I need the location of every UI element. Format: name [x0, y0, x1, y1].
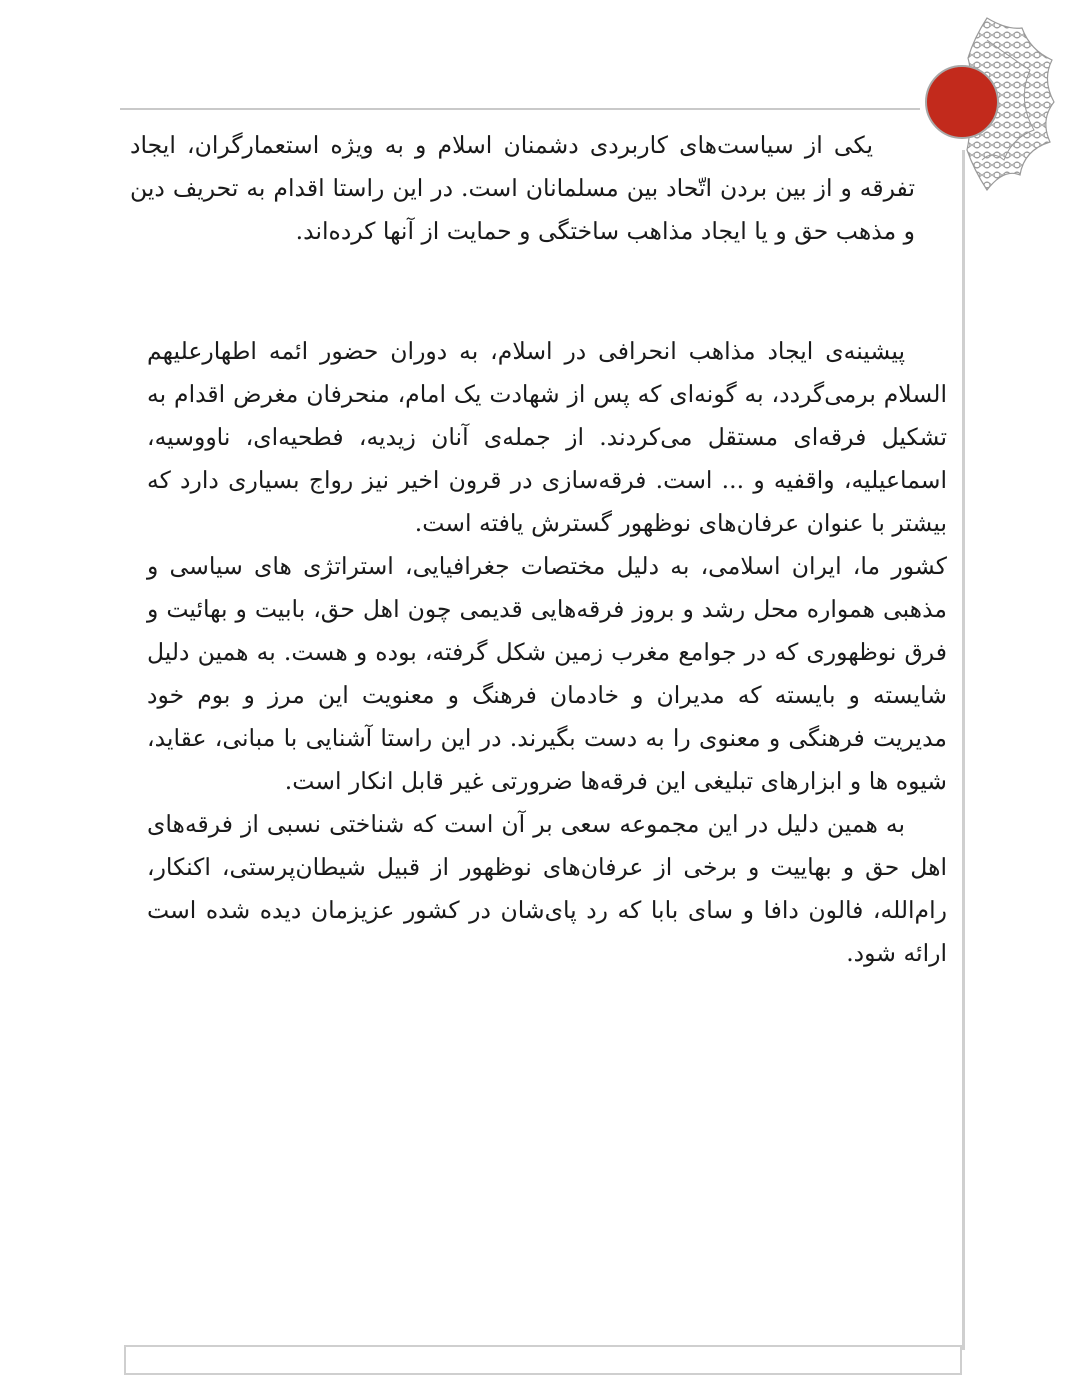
body-text-block	[147, 330, 947, 975]
arabesque-ornament-icon	[912, 10, 1062, 200]
ornament-red-disc	[926, 66, 998, 138]
footer-frame	[124, 1345, 962, 1375]
intro-text-block	[130, 124, 915, 253]
top-divider-line	[120, 108, 920, 110]
right-border-line	[962, 150, 965, 1350]
paragraph-3: کشور ما، ایران اسلامی، به دلیل مختصات جغرافیایی، استراتژی های سیاسی و مذهبی همواره محل رشد و بروز فرقه‌هایی قدیمی چون اهل حق، بابیت و بهائیت و فرق نوظهوری که در جوامع مغرب زمین شکل گرفته، بوده و هست. به همین دلیل شایسته و بایسته که مدیران و خادمان فرهنگ و معنویت این مرز و بوم خود مدیریت فرهنگی و معنوی را به دست بگیرند. در این راستا آشنایی با مبانی، عقاید، شیوه ها و ابزارهای تبلیغی این فرقه‌ها ضرورتی غیر قابل انکار است.	[147, 552, 947, 795]
paragraph-2: پیشینه‌ی ایجاد مذاهب انحرافی در اسلام، به دوران حضور ائمه اطهارعلیهم السلام برمی‌گردد، به گونه‌ای که پس از شهادت یک امام، منحرفان مغرض اقدام به تشکیل فرقه‌ای مستقل می‌کردند. از جمله‌ی آنان زیدیه، فطحیه‌ای، ناووسیه، اسماعیلیه، واقفیه و ... است. فرقه‌سازی در قرون اخیر نیز رواج بسیاری دارد که بیشتر با عنوان عرفان‌های نوظهور گسترش یافته است.	[147, 337, 947, 537]
paragraph-1: یکی از سیاست‌های کاربردی دشمنان اسلام و به ویژه استعمارگران، ایجاد تفرقه و از بین بردن اتّحاد بین مسلمانان است. در این راستا اقدام به تحریف دین و مذهب حق و یا ایجاد مذاهب ساختگی و حمایت از آنها کرده‌اند.	[130, 131, 915, 245]
paragraph-4: به همین دلیل در این مجموعه سعی بر آن است که شناختی نسبی از فرقه‌های اهل حق و بهاییت و برخی از عرفان‌های نوظهور از قبیل شیطان‌پرستی، اکنکار، رام‌الله، فالون دافا و سای بابا که رد پای‌شان در کشور عزیزمان دیده شده است ارائه شود.	[147, 810, 947, 967]
